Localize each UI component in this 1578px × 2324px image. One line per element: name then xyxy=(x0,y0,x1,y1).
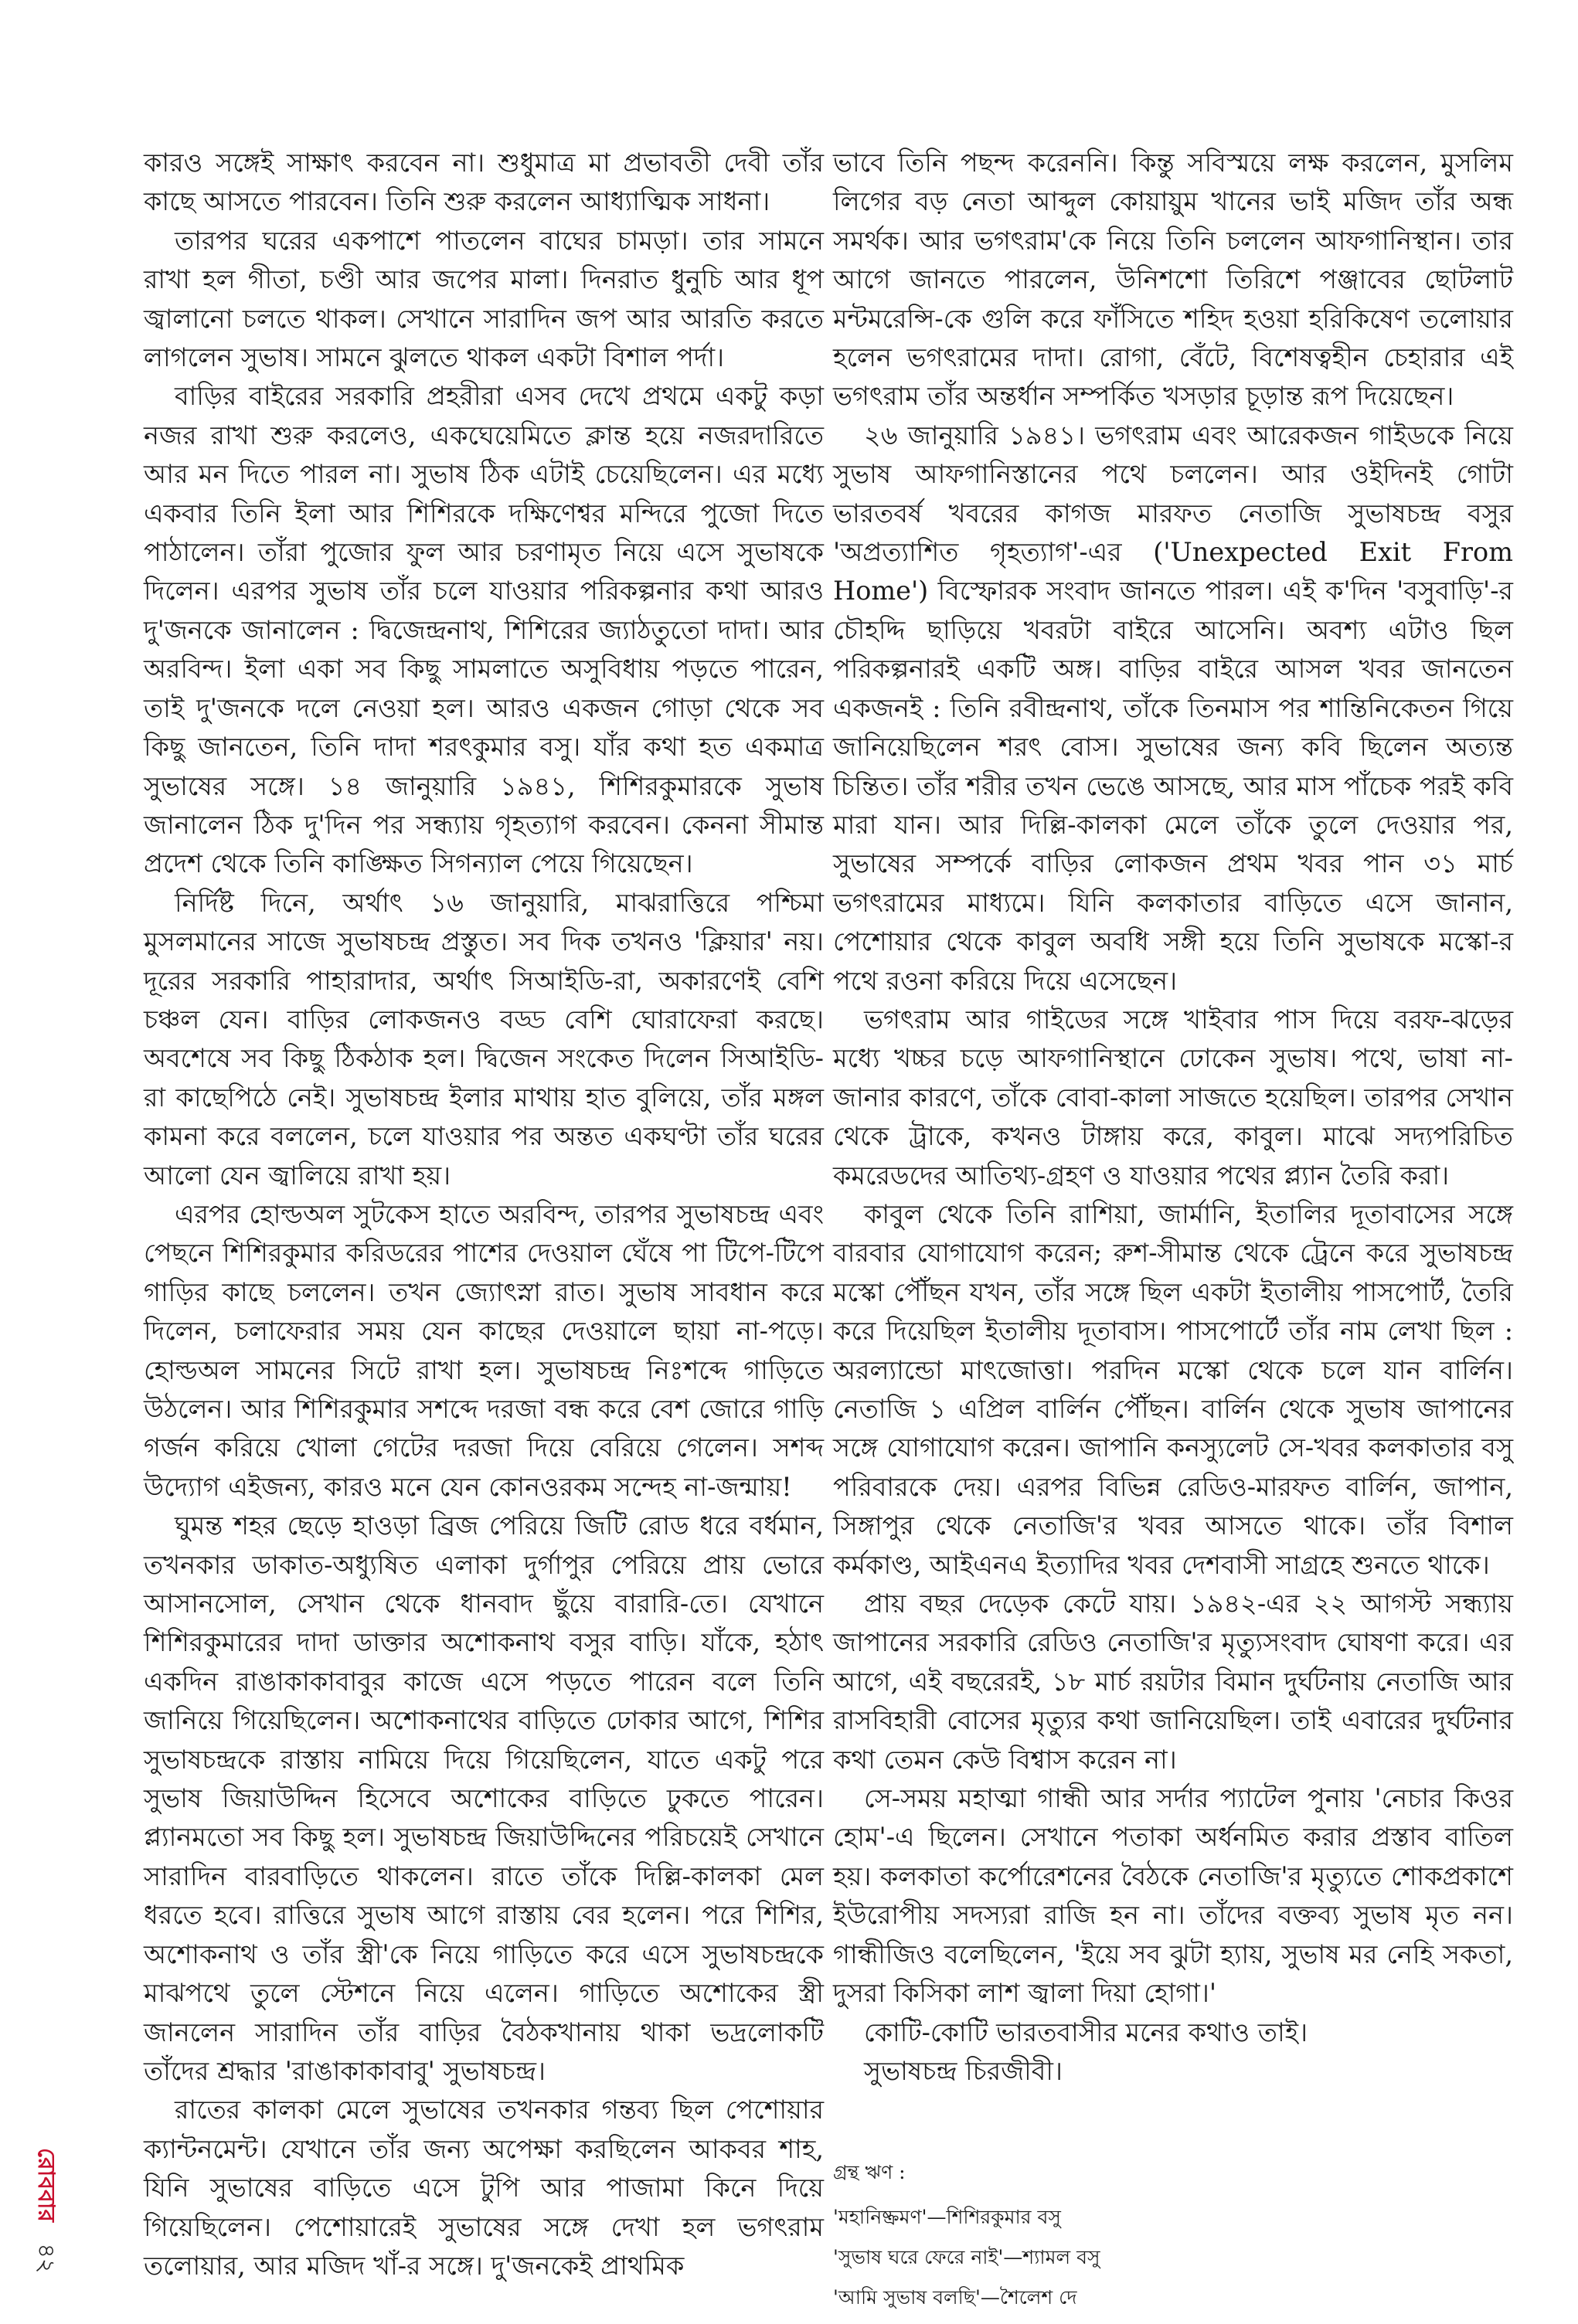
magazine-footer xyxy=(26,2148,65,2274)
paragraph: বাড়ির বাইরের সরকারি প্রহরীরা এসব দেখে প্রথমে একটু কড়া নজর রাখা শুরু করলেও, একঘেয়েমিতে ক্লান্ত হয়ে নজরদারিতে আর মন দিতে পারল না। সুভাষ ঠিক এটাই চেয়েছিলেন। এর মধ্যে একবার তিনি ইলা আর শিশিরকে দক্ষিণেশ্বর মন্দিরে পুজো দিতে পাঠালেন। তাঁরা পুজোর ফুল আর চরণামৃত নিয়ে এসে সুভাষকে দিলেন। এরপর সুভাষ তাঁর চলে যাওয়ার পরিকল্পনার কথা আরও দু'জনকে জানালেন : দ্বিজেন্দ্রনাথ, শিশিরের জ্যাঠতুতো দাদা। আর অরবিন্দ। ইলা একা সব কিছু সামলাতে অসুবিধায় পড়তে পারেন, তাই দু'জনকে দলে নেওয়া হল। আরও একজন গোড়া থেকে সব কিছু জানতেন, তিনি দাদা শরৎকুমার বসু। যাঁর কথা হত একমাত্র সুভাষের সঙ্গে। ১৪ জানুয়ারি ১৯৪১, শিশিরকুমারকে সুভাষ জানালেন ঠিক দু'দিন পর সন্ধ্যায় গৃহত্যাগ করবেন। কেননা সীমান্ত প্রদেশ থেকে তিনি কাঙ্ক্ষিত সিগন্যাল পেয়ে গিয়েছেন। xyxy=(144,381,824,879)
paragraph: কোটি-কোটি ভারতবাসীর মনের কথাও তাই। xyxy=(864,2017,1308,2047)
paragraph: ভগৎরাম আর গাইডের সঙ্গে খাইবার পাস দিয়ে বরফ-ঝড়ের মধ্যে খচ্চর চড়ে আফগানিস্থানে ঢোকেন সুভাষ। পথে, ভাষা না-জানার কারণে, তাঁকে বোবা-কালা সাজতে হয়েছিল। তারপর সেখান থেকে ট্রাকে, কখনও টাঙ্গায় করে, কাবুল। মাঝে সদ্যপরিচিত কমরেডদের আতিথ্য-গ্রহণ ও যাওয়ার পথের প্ল্যান তৈরি করা। xyxy=(833,1004,1513,1191)
closing-line: সুভাষচন্দ্র চিরজীবী। xyxy=(864,2055,1063,2086)
paragraph: নির্দিষ্ট দিনে, অর্থাৎ ১৬ জানুয়ারি, মাঝরাত্তিরে পশ্চিমা মুসলমানের সাজে সুভাষচন্দ্র প্রস্তুত। সব দিক তখনও 'ক্লিয়ার' নয়। দূরের সরকারি পাহারাদার, অর্থাৎ সিআইডি-রা, অকারণেই বেশি চঞ্চল যেন। বাড়ির লোকজনও বড্ড বেশি ঘোরাফেরা করছে। অবশেষে সব কিছু ঠিকঠাক হল। দ্বিজেন সংকেত দিলেন সিআইডি-রা কাছেপিঠে নেই। সুভাষচন্দ্র ইলার মাথায় হাত বুলিয়ে, তাঁর মঙ্গল কামনা করে বললেন, চলে যাওয়ার পর অন্তত একঘণ্টা তাঁর ঘরের আলো যেন জ্বালিয়ে রাখা হয়। xyxy=(144,887,824,1191)
paragraph: এরপর হোল্ডঅল সুটকেস হাতে অরবিন্দ, তারপর সুভাষচন্দ্র এবং পেছনে শিশিরকুমার করিডরের পাশের দেওয়াল ঘেঁষে পা টিপে-টিপে গাড়ির কাছে চললেন। তখন জ্যোৎস্না রাত। সুভাষ সাবধান করে দিলেন, চলাফেরার সময় যেন কাছের দেওয়ালে ছায়া না-পড়ে। হোল্ডঅল সামনের সিটে রাখা হল। সুভাষচন্দ্র নিঃশব্দে গাড়িতে উঠলেন। আর শিশিরকুমার সশব্দে দরজা বন্ধ করে বেশ জোরে গাড়ি গর্জন করিয়ে খোলা গেটের দরজা দিয়ে বেরিয়ে গেলেন। সশব্দ উদ্যোগ এইজন্য, কারও মনে যেন কোনওরকম সন্দেহ না-জন্মায়! xyxy=(144,1198,824,1502)
article-column-left xyxy=(144,144,824,2285)
reference-item: 'আমি সুভাষ বলছি'—শৈলেশ দে xyxy=(833,2286,1077,2309)
article-column-right xyxy=(833,144,1513,2318)
references xyxy=(833,2152,1513,2318)
paragraph: কাবুল থেকে তিনি রাশিয়া, জার্মানি, ইতালির দূতাবাসের সঙ্গে বারবার যোগাযোগ করেন; রুশ-সীমান্ত থেকে ট্রেনে করে সুভাষচন্দ্র মস্কো পৌঁছন যখন, তাঁর সঙ্গে ছিল একটা ইতালীয় পাসপোর্ট, তৈরি করে দিয়েছিল ইতালীয় দূতাবাস। পাসপোর্টে তাঁর নাম লেখা ছিল : অরল্যান্ডো মাৎজোত্তা। পরদিন মস্কো থেকে চলে যান বার্লিন। নেতাজি ১ এপ্রিল বার্লিন পৌঁছন। বার্লিন থেকে সুভাষ জাপানের সঙ্গে যোগাযোগ করেন। জাপানি কনস্যুলেট সে-খবর কলকাতার বসু পরিবারকে দেয়। এরপর বিভিন্ন রেডিও-মারফত বার্লিন, জাপান, সিঙ্গাপুর থেকে নেতাজি'র খবর আসতে থাকে। তাঁর বিশাল কর্মকাণ্ড, আইএনএ ইত্যাদির খবর দেশবাসী সাগ্রহে শুনতে থাকে। xyxy=(833,1198,1513,1580)
paragraph: সে-সময় মহাত্মা গান্ধী আর সর্দার প্যাটেল পুনায় 'নেচার কিওর হোম'-এ ছিলেন। সেখানে পতাকা অর্ধনমিত করার প্রস্তাব বাতিল হয়। কলকাতা কর্পোরেশনের বৈঠকে নেতাজি'র মৃত্যুতে শোকপ্রকাশে ইউরোপীয় সদস্যরা রাজি হন না। তাঁদের বক্তব্য সুভাষ মৃত নন। গান্ধীজিও বলেছিলেন, 'ইয়ে সব ঝুটা হ্যায়, সুভাষ মর নেহি সকতা, দুসরা কিসিকা লাশ জ্বালা দিয়া হোগা।' xyxy=(833,1783,1513,2009)
page-number: ৪২ xyxy=(32,2243,60,2274)
reference-item: 'সুভাষ ঘরে ফেরে নাই'—শ্যামল বসু xyxy=(833,2246,1100,2269)
paragraph: ২৬ জানুয়ারি ১৯৪১। ভগৎরাম এবং আরেকজন গাইডকে নিয়ে সুভাষ আফগানিস্তানের পথে চললেন। আর ওইদিনই গোটা ভারতবর্ষ খবরের কাগজ মারফত নেতাজি সুভাষচন্দ্র বসুর 'অপ্রত্যাশিত গৃহত্যাগ'-এর ('Unexpected Exit From Home') বিস্ফোরক সংবাদ জানতে পারল। এই ক'দিন 'বসুবাড়ি'-র চৌহদ্দি ছাড়িয়ে খবরটা বাইরে আসেনি। অবশ্য এটাও ছিল পরিকল্পনারই একটি অঙ্গ। বাড়ির বাইরে আসল খবর জানতেন একজনই : তিনি রবীন্দ্রনাথ, তাঁকে তিনমাস পর শান্তিনিকেতন গিয়ে জানিয়েছিলেন শরৎ বোস। সুভাষের জন্য কবি ছিলেন অত্যন্ত চিন্তিত। তাঁর শরীর তখন ভেঙে আসছে, আর মাস পাঁচেক পরই কবি মারা যান। আর দিল্লি-কালকা মেলে তাঁকে তুলে দেওয়ার পর, সুভাষের সম্পর্কে বাড়ির লোকজন প্রথম খবর পান ৩১ মার্চ ভগৎরামের মাধ্যমে। যিনি কলকাতার বাড়িতে এসে জানান, পেশোয়ার থেকে কাবুল অবধি সঙ্গী হয়ে তিনি সুভাষকে মস্কো-র পথে রওনা করিয়ে দিয়ে এসেছেন। xyxy=(833,420,1513,996)
paragraph: রাতের কালকা মেলে সুভাষের তখনকার গন্তব্য ছিল পেশোয়ার ক্যান্টনমেন্ট। যেখানে তাঁর জন্য অপেক্ষা করছিলেন আকবর শাহ, যিনি সুভাষের বাড়িতে এসে টুপি আর পাজামা কিনে দিয়ে গিয়েছিলেন। পেশোয়ারেই সুভাষের সঙ্গে দেখা হল ভগৎরাম তলোয়ার, আর মজিদ খাঁ-র সঙ্গে। দু'জনকেই প্রাথমিক xyxy=(144,2095,824,2281)
references-heading: গ্রন্থ ঋণ : xyxy=(833,2161,906,2184)
paragraph: প্রায় বছর দেড়েক কেটে যায়। ১৯৪২-এর ২২ আগস্ট সন্ধ্যায় জাপানের সরকারি রেডিও নেতাজি'র মৃত্যুসংবাদ ঘোষণা করে। এর আগে, এই বছরেরই, ১৮ মার্চ রয়টার বিমান দুর্ঘটনায় নেতাজি আর রাসবিহারী বোসের মৃত্যুর কথা জানিয়েছিল। তাই এবারের দুর্ঘটনার কথা তেমন কেউ বিশ্বাস করেন না। xyxy=(833,1588,1513,1775)
paragraph: ঘুমন্ত শহর ছেড়ে হাওড়া ব্রিজ পেরিয়ে জিটি রোড ধরে বর্ধমান, তখনকার ডাকাত-অধ্যুষিত এলাকা দুর্গাপুর পেরিয়ে প্রায় ভোরে আসানসোল, সেখান থেকে ধানবাদ ছুঁয়ে বারারি-তে। যেখানে শিশিরকুমারের দাদা ডাক্তার অশোকনাথ বসুর বাড়ি। যাঁকে, হঠাৎ একদিন রাঙাকাকাবাবুর কাজে এসে পড়তে পারেন বলে তিনি জানিয়ে গিয়েছিলেন। অশোকনাথের বাড়িতে ঢোকার আগে, শিশির সুভাষচন্দ্রকে রাস্তায় নামিয়ে দিয়ে গিয়েছিলেন, যাতে একটু পরে সুভাষ জিয়াউদ্দিন হিসেবে অশোকের বাড়িতে ঢুকতে পারেন। প্ল্যানমতো সব কিছু হল। সুভাষচন্দ্র জিয়াউদ্দিনের পরিচয়েই সেখানে সারাদিন বারবাড়িতে থাকলেন। রাতে তাঁকে দিল্লি-কালকা মেল ধরতে হবে। রাত্তিরে সুভাষ আগে রাস্তায় বের হলেন। পরে শিশির, অশোকনাথ ও তাঁর স্ত্রী'কে নিয়ে গাড়িতে করে এসে সুভাষচন্দ্রকে মাঝপথে তুলে স্টেশনে নিয়ে এলেন। গাড়িতে অশোকের স্ত্রী জানলেন সারাদিন তাঁর বাড়ির বৈঠকখানায় থাকা ভদ্রলোকটি তাঁদের শ্রদ্ধার 'রাঙাকাকাবাবু' সুভাষচন্দ্র। xyxy=(144,1510,824,2086)
magazine-name: রোববার xyxy=(32,2148,60,2222)
paragraph: তারপর ঘরের একপাশে পাতলেন বাঘের চামড়া। তার সামনে রাখা হল গীতা, চণ্ডী আর জপের মালা। দিনরাত ধুনুচি আর ধূপ জ্বালানো চলতে থাকল। সেখানে সারাদিন জপ আর আরতি করতে লাগলেন সুভাষ। সামনে ঝুলতে থাকল একটা বিশাল পর্দা। xyxy=(144,225,824,373)
reference-item: 'মহানিষ্ক্রমণ'—শিশিরকুমার বসু xyxy=(833,2206,1061,2229)
paragraph: ভাবে তিনি পছন্দ করেননি। কিন্তু সবিস্ময়ে লক্ষ করলেন, মুসলিম লিগের বড় নেতা আব্দুল কোয়ায়ুম খানের ভাই মজিদ তাঁর অন্ধ সমর্থক। আর ভগৎরাম'কে নিয়ে তিনি চললেন আফগানিস্থান। তার আগে জানতে পারলেন, উনিশশো তিরিশে পঞ্জাবের ছোটলাট মন্টমরেন্সি-কে গুলি করে ফাঁসিতে শহিদ হওয়া হরিকিষেণ তলোয়ার হলেন ভগৎরামের দাদা। রোগা, বেঁটে, বিশেষত্বহীন চেহারার এই ভগৎরাম তাঁর অন্তর্ধান সম্পর্কিত খসড়ার চূড়ান্ত রূপ দিয়েছেন। xyxy=(833,148,1513,412)
paragraph: কারও সঙ্গেই সাক্ষাৎ করবেন না। শুধুমাত্র মা প্রভাবতী দেবী তাঁর কাছে আসতে পারবেন। তিনি শুরু করলেন আধ্যাত্মিক সাধনা। xyxy=(144,148,824,217)
